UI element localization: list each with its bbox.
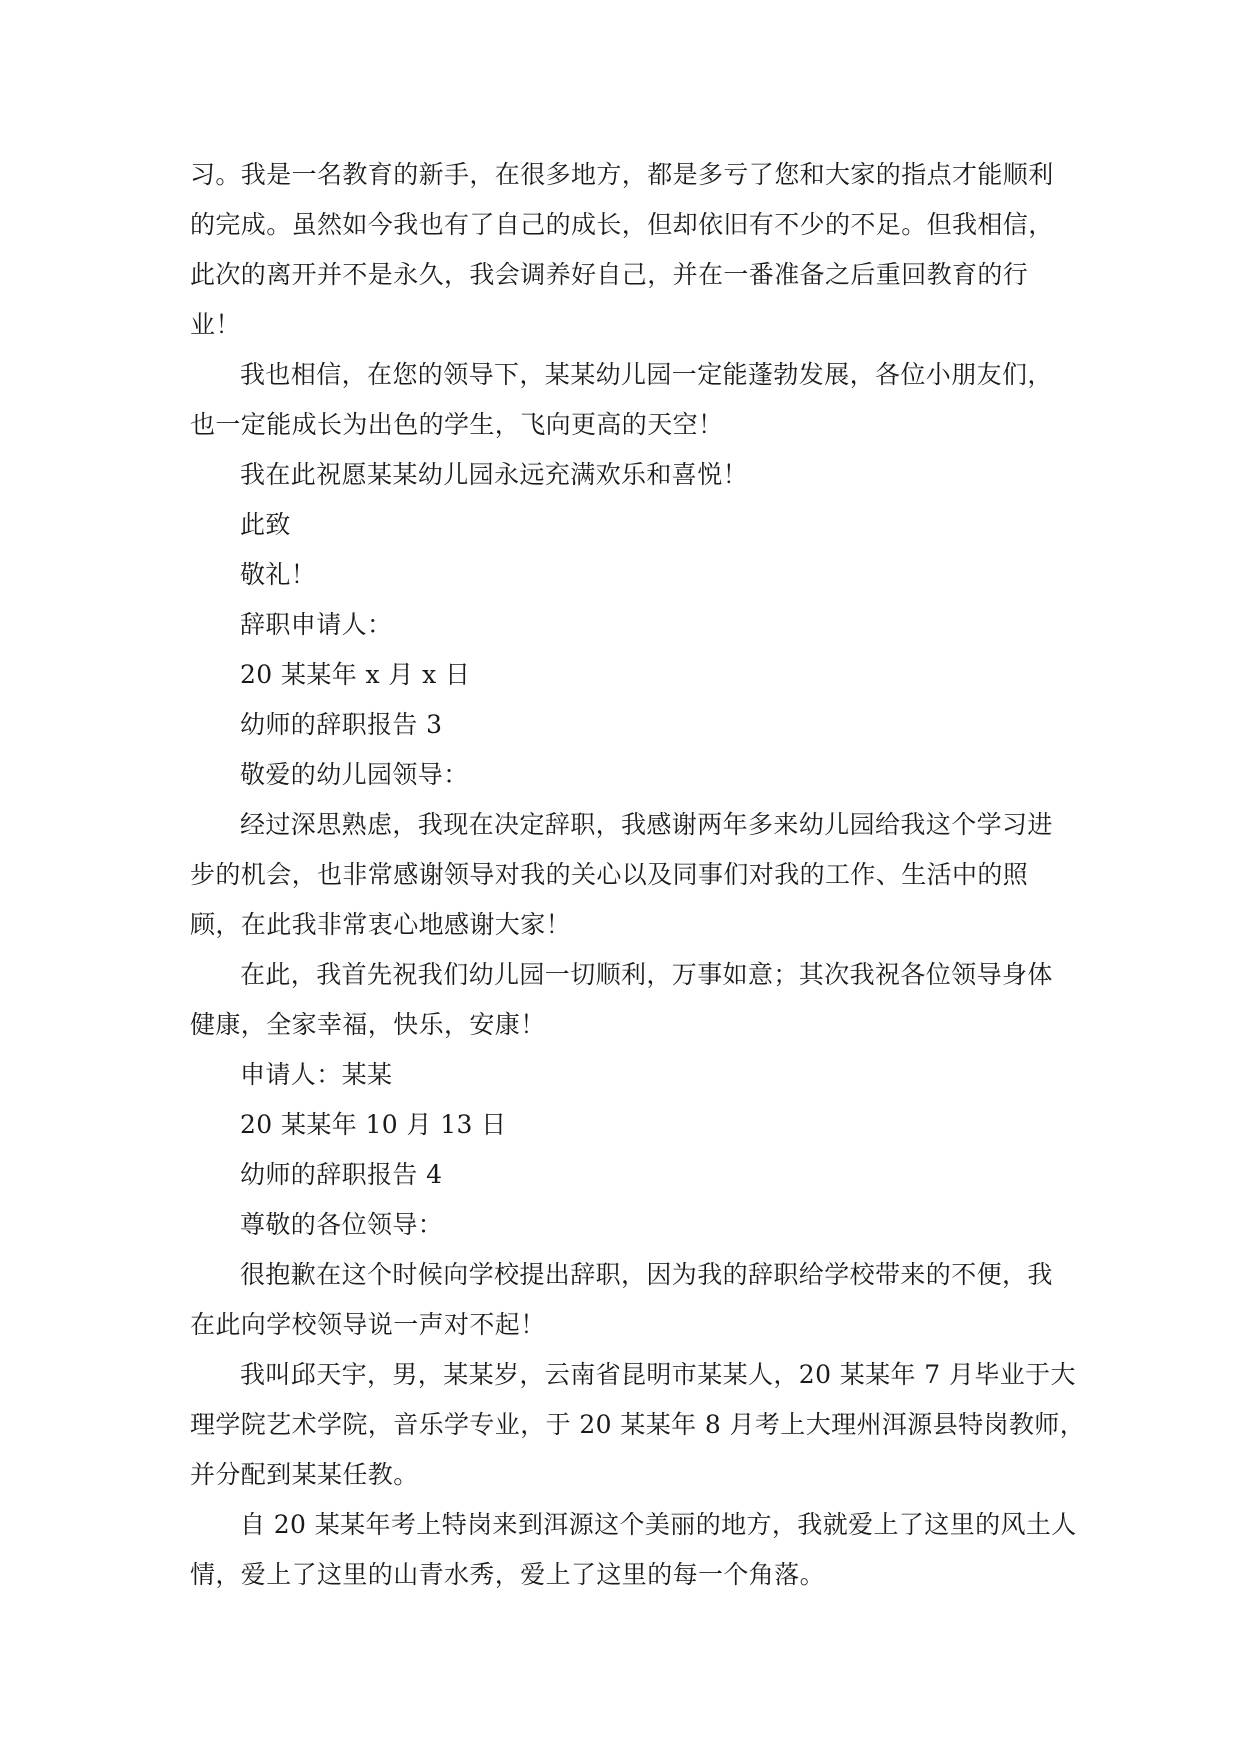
text-line: 20 某某年 10 月 13 日	[240, 1110, 507, 1139]
text-line: 敬礼！	[240, 560, 317, 589]
text-line: 申请人：某某	[240, 1060, 393, 1089]
text-line: 习。我是一名教育的新手，在很多地方，都是多亏了您和大家的指点才能顺利	[190, 160, 1054, 189]
text-line: 20 某某年 x 月 x 日	[240, 660, 471, 689]
document-body	[190, 150, 1086, 1600]
text-line: 顾，在此我非常衷心地感谢大家！	[190, 910, 572, 939]
text-line: 在此，我首先祝我们幼儿园一切顺利，万事如意；其次我祝各位领导身体	[240, 960, 1053, 989]
text-line: 幼师的辞职报告 3	[240, 710, 443, 739]
text-line: 我也相信，在您的领导下，某某幼儿园一定能蓬勃发展，各位小朋友们，	[240, 360, 1053, 389]
text-line: 情，爱上了这里的山青水秀，爱上了这里的每一个角落。	[190, 1560, 826, 1589]
text-line: 步的机会，也非常感谢领导对我的关心以及同事们对我的工作、生活中的照	[190, 860, 1029, 889]
text-line: 尊敬的各位领导：	[240, 1210, 444, 1239]
text-line: 业！	[190, 310, 241, 339]
text-line: 也一定能成长为出色的学生，飞向更高的天空！	[190, 410, 724, 439]
text-line: 辞职申请人：	[240, 610, 393, 639]
text-line: 自 20 某某年考上特岗来到洱源这个美丽的地方，我就爱上了这里的风土人	[240, 1510, 1077, 1539]
text-line: 并分配到某某任教。	[190, 1460, 419, 1489]
text-line: 我叫邱天宇，男，某某岁，云南省昆明市某某人，20 某某年 7 月毕业于大	[240, 1360, 1076, 1389]
text-line: 很抱歉在这个时候向学校提出辞职，因为我的辞职给学校带来的不便，我	[240, 1260, 1053, 1289]
text-line: 在此向学校领导说一声对不起！	[190, 1310, 546, 1339]
text-line: 经过深思熟虑，我现在决定辞职，我感谢两年多来幼儿园给我这个学习进	[240, 810, 1053, 839]
text-line: 理学院艺术学院，音乐学专业，于 20 某某年 8 月考上大理州洱源县特岗教师，	[190, 1410, 1086, 1439]
text-line: 的完成。虽然如今我也有了自己的成长，但却依旧有不少的不足。但我相信，	[190, 210, 1054, 239]
text-line: 敬爱的幼儿园领导：	[240, 760, 469, 789]
text-line: 此次的离开并不是永久，我会调养好自己，并在一番准备之后重回教育的行	[190, 260, 1029, 289]
text-line: 我在此祝愿某某幼儿园永远充满欢乐和喜悦！	[240, 460, 749, 489]
text-line: 健康，全家幸福，快乐，安康！	[190, 1010, 546, 1039]
text-line: 幼师的辞职报告 4	[240, 1160, 443, 1189]
text-line: 此致	[240, 510, 291, 539]
